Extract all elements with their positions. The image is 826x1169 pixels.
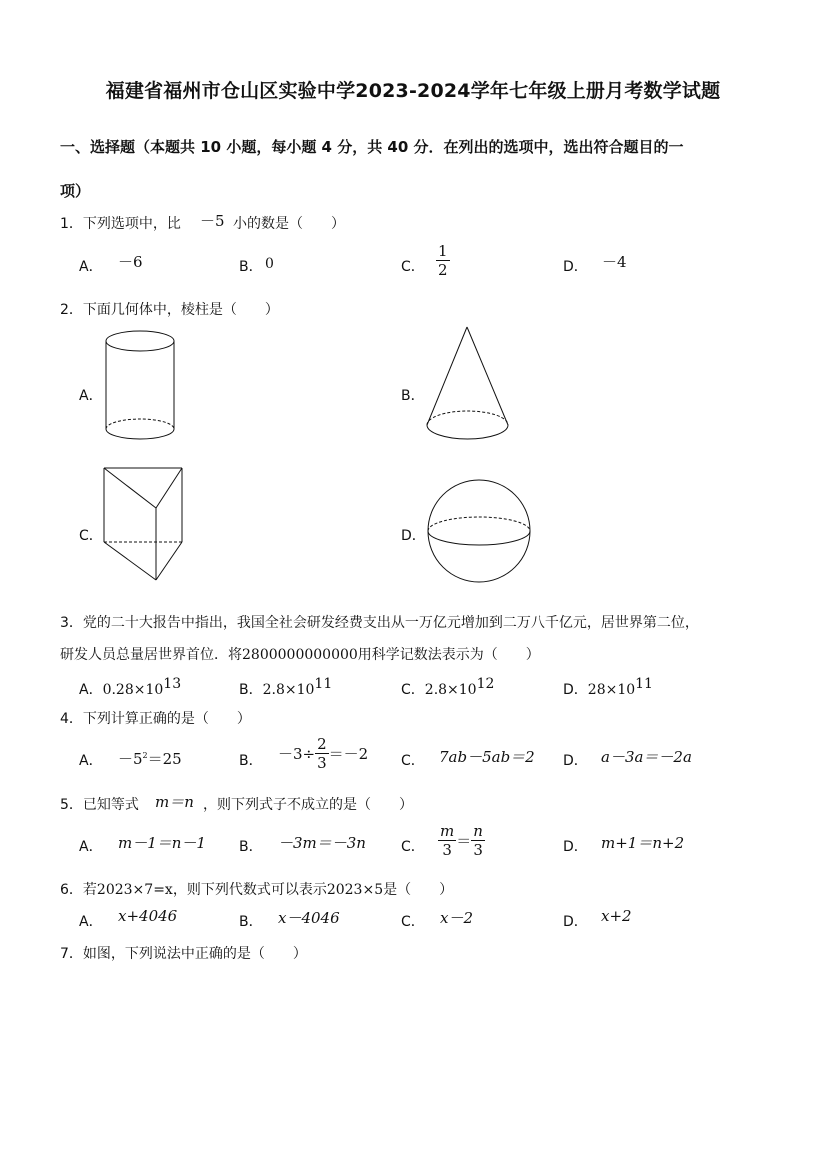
q3-option-a-exp: 13 <box>163 676 182 692</box>
q1-option-b-value: 0 <box>265 256 274 272</box>
q6-option-b-expr: x－4046 <box>278 909 340 927</box>
q3-line2-text-b: 用科学记数法表示为（ ） <box>357 647 540 663</box>
question-1-stem-b: 小的数是（ ） <box>233 216 345 232</box>
q4-option-b-label: B． <box>239 753 263 769</box>
q2-option-a-label: A． <box>79 388 103 404</box>
question-1-stem-a: 1．下列选项中，比 <box>60 216 181 232</box>
q2-option-d-label: D． <box>401 528 426 544</box>
q4-b-pre: －3÷ <box>278 745 316 763</box>
q3-option-b-exp: 11 <box>314 676 333 692</box>
q3-option-d-exp: 11 <box>635 676 653 692</box>
q4-b-post: ＝－2 <box>328 745 369 763</box>
q3-option-c-exp: 12 <box>476 676 495 692</box>
section-heading-cont: 项） <box>60 182 91 200</box>
q1-option-d-value: －4 <box>602 253 627 271</box>
q3-line2-number: 2800000000000 <box>242 647 358 663</box>
cylinder-figure <box>100 328 180 444</box>
question-1-number: －5 <box>200 212 225 230</box>
q3-option-a <box>79 676 181 699</box>
q4-option-c-expr: 7ab－5ab＝2 <box>439 748 535 766</box>
q3-option-b-label: B． <box>239 682 263 698</box>
q3-option-a-label: A． <box>79 682 103 698</box>
q1-option-b-label: B． <box>239 259 263 275</box>
q2-option-c-label: C． <box>79 528 103 544</box>
q4-option-a-expr <box>118 748 182 769</box>
q3-option-b <box>239 676 332 699</box>
q5-option-c-expr <box>438 822 485 859</box>
cone-figure <box>420 324 516 444</box>
page-title: 福建省福州市仓山区实验中学2023-2024学年七年级上册月考数学试题 <box>105 80 721 102</box>
question-7-stem: 7．如图，下列说法中正确的是（ ） <box>60 946 307 962</box>
question-5-equation: m＝n <box>155 793 194 811</box>
q3-option-a-base: 0.28×10 <box>102 682 164 698</box>
q2-option-b-label: B． <box>401 388 425 404</box>
section-heading: 一、选择题（本题共 10 小题，每小题 4 分，共 40 分．在列出的选项中，选出符合题目的一 <box>60 138 684 156</box>
q5-option-a-label: A． <box>79 839 103 855</box>
q4-option-c-label: C． <box>401 753 425 769</box>
q1-option-c-fraction <box>436 242 450 279</box>
q4-a-base: －5 <box>118 750 143 768</box>
q4-option-a-label: A． <box>79 753 103 769</box>
q1-option-a-value: －6 <box>118 253 143 271</box>
q3-option-c <box>401 676 494 699</box>
question-5-stem-a: 5．已知等式 <box>60 797 139 813</box>
q4-option-d-label: D． <box>563 753 588 769</box>
q6-stem-expr: 2023×7=x <box>96 882 173 898</box>
sphere-figure <box>424 476 534 586</box>
fraction-denominator: 3 <box>473 841 483 859</box>
q6-stem-b: ，则下列代数式可以表示 <box>172 882 327 898</box>
q6-option-d-label: D． <box>563 914 588 930</box>
fraction-numerator: 1 <box>438 242 448 260</box>
q4-option-b-expr <box>278 735 368 772</box>
q6-stem-a: 6．若 <box>60 882 97 898</box>
fraction-denominator: 2 <box>438 261 448 279</box>
q5-option-a-expr: m－1＝n－1 <box>118 834 206 852</box>
q3-option-c-base: 2.8×10 <box>424 682 477 698</box>
q4-option-d-expr: a－3a＝－2a <box>601 748 692 766</box>
q4-a-exponent: 2 <box>142 751 148 760</box>
question-5-stem-b: ，则下列式子不成立的是（ ） <box>203 797 413 813</box>
question-3-line-1: 3．党的二十大报告中指出，我国全社会研发经费支出从一万亿元增加到二万八千亿元，居世界第二位， <box>60 615 699 631</box>
q3-option-d <box>563 676 653 699</box>
q5-option-d-label: D． <box>563 839 588 855</box>
q1-option-a-label: A． <box>79 259 103 275</box>
equals-sign: ＝ <box>456 832 472 850</box>
q5-option-c-label: C． <box>401 839 425 855</box>
q6-option-a-label: A． <box>79 914 103 930</box>
q3-option-b-base: 2.8×10 <box>262 682 315 698</box>
q6-option-c-label: C． <box>401 914 425 930</box>
question-3-line-2 <box>60 644 540 664</box>
q3-option-c-label: C． <box>401 682 425 698</box>
q6-stem-c: 是（ ） <box>383 882 454 898</box>
q6-stem-expr-2: 2023×5 <box>326 882 384 898</box>
q6-option-a-expr: x+4046 <box>118 907 178 925</box>
q6-option-c-expr: x－2 <box>440 909 474 927</box>
q5-option-b-label: B． <box>239 839 263 855</box>
question-2-stem: 2．下面几何体中，棱柱是（ ） <box>60 302 279 318</box>
q1-option-d-label: D． <box>563 259 588 275</box>
fraction-denominator: 3 <box>317 754 327 772</box>
question-6-stem <box>60 879 453 899</box>
q5-option-d-expr: m+1＝n+2 <box>601 834 685 852</box>
q5-option-b-expr: －3m＝－3n <box>278 834 366 852</box>
question-4-stem: 4．下列计算正确的是（ ） <box>60 711 251 727</box>
fraction-numerator: 2 <box>317 735 327 753</box>
prism-figure <box>100 464 188 586</box>
q6-option-d-expr: x+2 <box>601 907 632 925</box>
q3-line2-text-a: 研发人员总量居世界首位．将 <box>60 647 242 663</box>
q6-option-b-label: B． <box>239 914 263 930</box>
fraction-numerator: m <box>440 822 455 840</box>
fraction-numerator: n <box>473 822 483 840</box>
q4-a-result: ＝25 <box>147 750 182 768</box>
q3-option-d-label: D． <box>563 682 588 698</box>
fraction-denominator: 3 <box>442 841 452 859</box>
q3-option-d-base: 28×10 <box>587 682 636 698</box>
q1-option-c-label: C． <box>401 259 425 275</box>
